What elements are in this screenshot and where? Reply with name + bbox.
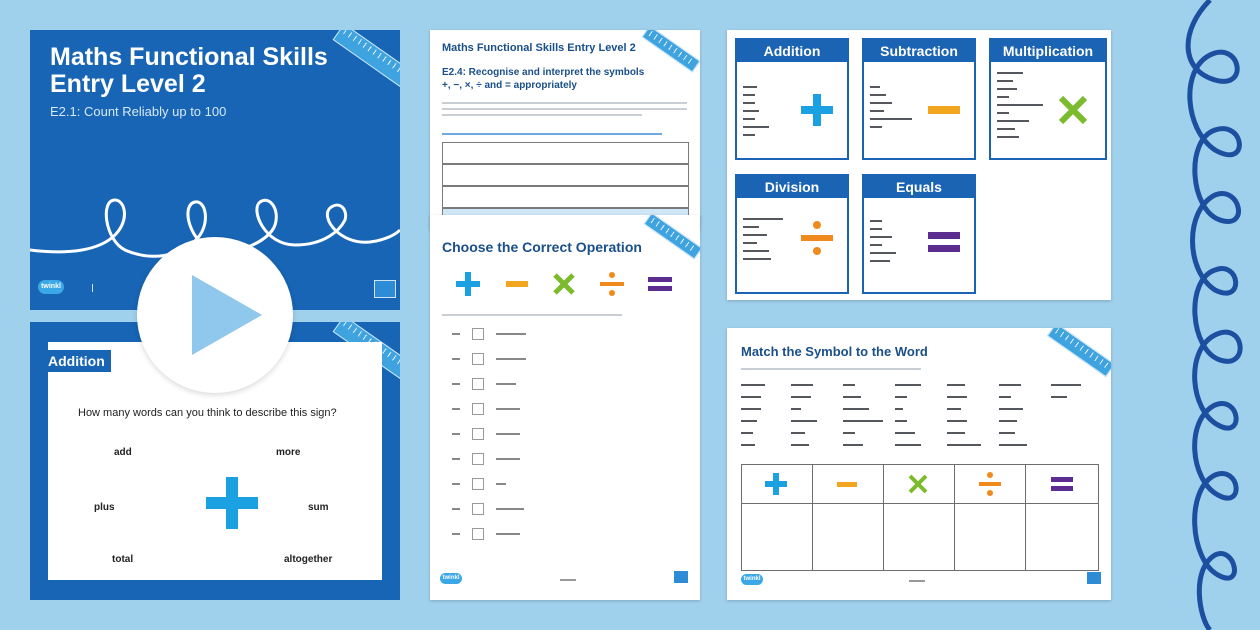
minus-icon <box>928 106 960 114</box>
footer-line <box>909 580 925 582</box>
footer-line <box>560 579 576 581</box>
worksheet-preview-1[interactable] <box>430 30 700 230</box>
answer-box[interactable] <box>472 428 484 440</box>
answer-box[interactable] <box>472 328 484 340</box>
answer-cell[interactable] <box>741 503 813 571</box>
footer-badge-icon <box>374 280 396 298</box>
divide-icon <box>600 271 624 297</box>
footer-note <box>92 284 133 292</box>
word-more: more <box>276 447 301 458</box>
text-line <box>442 114 642 116</box>
ruler-icon <box>1047 328 1111 377</box>
ruler-icon <box>333 30 400 93</box>
answer-cell[interactable] <box>954 503 1026 571</box>
question-text: How many words can you think to describe this sign? <box>78 407 337 419</box>
word-total: total <box>112 554 134 565</box>
twinkl-logo: twinkl <box>741 574 763 585</box>
word-add: add <box>114 447 132 458</box>
text-line <box>442 133 662 135</box>
card-header: Subtraction <box>864 40 974 62</box>
card-addition[interactable] <box>735 38 849 160</box>
twinkl-logo: twinkl <box>440 573 462 584</box>
equals-icon <box>1051 476 1073 492</box>
table-row <box>442 186 689 208</box>
title-line-1: Maths Functional Skills <box>50 43 328 71</box>
slide-subtitle: E2.1: Count Reliably up to 100 <box>50 104 227 119</box>
card-equals[interactable] <box>862 174 976 294</box>
divide-icon <box>801 220 833 256</box>
answer-cell[interactable] <box>883 503 955 571</box>
question-rows <box>430 333 700 553</box>
card-header: Addition <box>737 40 847 62</box>
card-header: Equals <box>864 176 974 198</box>
title-line-2: Entry Level 2 <box>50 70 206 98</box>
divide-icon <box>979 472 1001 496</box>
text-line <box>442 108 687 110</box>
decorative-curl <box>1140 0 1260 630</box>
instruction-line <box>741 368 921 370</box>
equals-icon <box>648 275 672 293</box>
answer-box[interactable] <box>472 403 484 415</box>
sheet4-title: Match the Symbol to the Word <box>741 344 928 359</box>
footer-badge-icon <box>674 571 688 583</box>
word-altogether: altogether <box>284 554 333 565</box>
word-plus: plus <box>94 502 115 513</box>
answer-cell[interactable] <box>1025 503 1099 571</box>
sheet1-title: Maths Functional Skills Entry Level 2 <box>442 42 636 54</box>
times-icon <box>1057 94 1089 126</box>
answer-box[interactable] <box>472 378 484 390</box>
slide-title <box>50 44 328 98</box>
answer-cell[interactable] <box>812 503 884 571</box>
plus-icon <box>456 272 480 296</box>
footer-badge-icon <box>1087 572 1101 584</box>
answer-box[interactable] <box>472 503 484 515</box>
times-icon <box>907 473 929 495</box>
ruler-icon <box>644 215 700 260</box>
worksheet-preview-4[interactable] <box>727 328 1111 600</box>
plus-icon <box>206 477 258 529</box>
sheet2-title: Choose the Correct Operation <box>442 239 642 255</box>
word-sum: sum <box>308 502 329 513</box>
table-row <box>442 142 689 164</box>
answer-box[interactable] <box>472 528 484 540</box>
answer-box[interactable] <box>472 353 484 365</box>
card-multiplication[interactable] <box>989 38 1107 160</box>
times-icon <box>552 272 576 296</box>
text-line <box>442 102 687 104</box>
worksheet-preview-3[interactable] <box>727 30 1111 300</box>
minus-icon <box>506 281 528 287</box>
equals-icon <box>928 230 960 254</box>
card-header: Multiplication <box>991 40 1105 62</box>
answer-box[interactable] <box>472 478 484 490</box>
card-header: Division <box>737 176 847 198</box>
card-division[interactable] <box>735 174 849 294</box>
slide-tag: Addition <box>42 350 111 372</box>
instruction-line <box>442 314 622 316</box>
plus-icon <box>765 473 787 495</box>
plus-icon <box>801 94 833 126</box>
table-row <box>442 164 689 186</box>
worksheet-preview-2[interactable] <box>430 215 700 600</box>
card-subtraction[interactable] <box>862 38 976 160</box>
play-button[interactable] <box>137 237 293 393</box>
word-list <box>741 384 1097 460</box>
play-icon <box>192 275 262 355</box>
answer-box[interactable] <box>472 453 484 465</box>
sheet1-objective: E2.4: Recognise and interpret the symbols +, −, ×, ÷ and = appropriately <box>442 67 645 91</box>
minus-icon <box>837 482 857 487</box>
twinkl-logo: twinkl <box>38 280 64 294</box>
